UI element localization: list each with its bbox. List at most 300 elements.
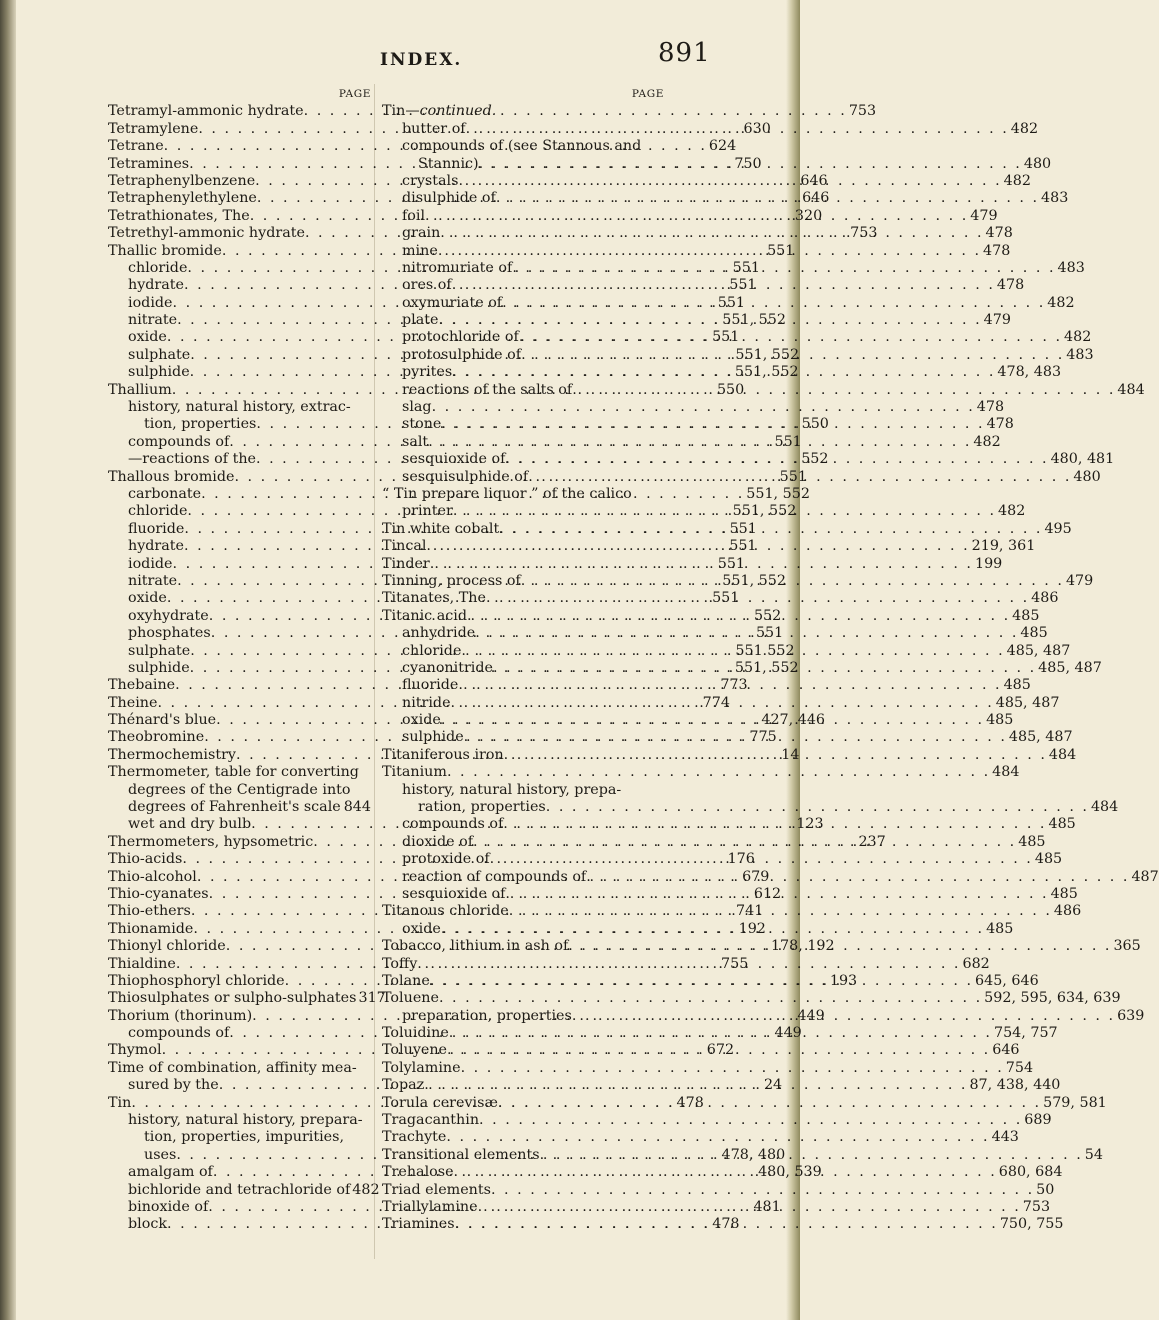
entry-term: Tetrane bbox=[108, 138, 164, 155]
entry-page-ref: 672 bbox=[706, 1042, 735, 1059]
entry-page-ref: 482 bbox=[352, 1181, 380, 1198]
entry-page-ref: 755 bbox=[721, 955, 749, 972]
entry-page-ref: 484 bbox=[1048, 746, 1077, 763]
entry-page-ref: 624 bbox=[708, 138, 737, 155]
leader-dots bbox=[441, 712, 984, 729]
index-entry bbox=[382, 1059, 1034, 1077]
entry-term: Tin bbox=[108, 1094, 132, 1111]
entry-term: degrees of the Centigrade into bbox=[128, 781, 351, 798]
entry-page-ref: 551, 552 bbox=[746, 485, 810, 502]
entry-page-ref: 551 bbox=[712, 590, 740, 607]
index-entry bbox=[108, 782, 371, 799]
entry-page-ref: 478 bbox=[986, 416, 1014, 433]
leader-dots bbox=[438, 243, 981, 260]
entry-page-ref: 193 bbox=[829, 972, 858, 989]
page-number: 891 bbox=[658, 38, 711, 68]
entry-term: Thermometer, table for converting bbox=[108, 764, 359, 781]
leader-dots bbox=[453, 503, 996, 520]
entry-term: compounds of bbox=[402, 816, 504, 833]
index-entry bbox=[382, 486, 664, 503]
entry-page-ref: 485, 487 bbox=[1006, 642, 1071, 659]
entry-term: history, natural history, extrac- bbox=[128, 399, 351, 416]
entry-page-ref: 478 bbox=[976, 399, 1005, 416]
leader-dots bbox=[540, 1147, 1083, 1164]
entry-page-ref: 176 bbox=[727, 851, 755, 868]
entry-page-ref: 443 bbox=[991, 1129, 1019, 1146]
leader-dots bbox=[503, 816, 1046, 833]
entry-term: history, natural history, prepa- bbox=[402, 781, 622, 798]
entry-page-ref: 317 bbox=[358, 990, 386, 1007]
entry-term: Tinder bbox=[382, 555, 430, 572]
entry-page-ref: 551, 552 bbox=[722, 572, 786, 589]
index-entry bbox=[108, 1129, 371, 1146]
entry-page-ref: 552 bbox=[753, 607, 782, 624]
entry-page-ref: 199 bbox=[974, 555, 1003, 572]
entry-page-ref: 592, 595, 634, 639 bbox=[984, 990, 1121, 1007]
leader-dots bbox=[479, 156, 1022, 173]
entry-term: slag bbox=[402, 399, 432, 416]
entry-term: Thymol bbox=[108, 1042, 162, 1059]
entry-term: Tolane bbox=[382, 972, 430, 989]
leader-dots bbox=[493, 660, 1036, 677]
entry-term: Thionamide bbox=[108, 920, 194, 937]
running-head bbox=[0, 38, 800, 68]
leader-dots bbox=[505, 886, 1048, 903]
index-entry bbox=[108, 990, 386, 1007]
leader-dots bbox=[455, 1216, 998, 1233]
entry-page-ref: 483 bbox=[1066, 346, 1094, 363]
leader-dots bbox=[452, 364, 995, 381]
entry-term: chloride bbox=[128, 259, 188, 276]
entry-term: sulphide bbox=[128, 364, 190, 381]
entry-page-ref: 485 bbox=[1050, 885, 1078, 902]
entry-page-ref: 741 bbox=[736, 903, 764, 920]
leader-dots bbox=[496, 190, 1039, 207]
leader-dots bbox=[491, 1182, 1034, 1199]
leader-dots bbox=[428, 434, 971, 451]
entry-term: ration, properties bbox=[418, 799, 546, 816]
entry-term: fluoride bbox=[128, 520, 185, 537]
entry-page-ref: 479 bbox=[1065, 572, 1094, 589]
leader-dots bbox=[425, 208, 968, 225]
leader-dots bbox=[519, 329, 1062, 346]
leader-dots bbox=[439, 990, 982, 1007]
index-entry bbox=[108, 399, 371, 416]
entry-page-ref: 478, 480 bbox=[721, 1146, 786, 1163]
entry-term: Time of combination, affinity mea- bbox=[108, 1059, 357, 1076]
entry-term: phosphates bbox=[128, 625, 211, 642]
leader-dots bbox=[504, 747, 1047, 764]
entry-term: sesquioxide of bbox=[402, 451, 506, 468]
entry-term: compounds of (see Stannous and bbox=[402, 138, 642, 155]
entry-page-ref: 646 bbox=[992, 1042, 1020, 1059]
leader-dots bbox=[452, 277, 995, 294]
entry-term: uses bbox=[144, 1146, 177, 1163]
entry-page-ref: 50 bbox=[1036, 1181, 1055, 1198]
entry-page-ref: 682 bbox=[962, 955, 990, 972]
entry-term: Tetramylene bbox=[108, 120, 199, 137]
leader-dots bbox=[432, 399, 975, 416]
entry-term: Transitional elements bbox=[382, 1146, 540, 1163]
entry-term: Titanous chloride bbox=[382, 903, 509, 920]
entry-term: Thiophosphoryl chloride bbox=[108, 972, 285, 989]
entry-term: Tetraphenylethylene bbox=[108, 190, 257, 207]
entry-page-ref: 365 bbox=[1113, 938, 1141, 955]
leader-dots bbox=[464, 729, 1007, 746]
entry-page-ref: 754 bbox=[1005, 1059, 1034, 1076]
entry-term: carbonate bbox=[128, 485, 202, 502]
entry-term: Theobromine bbox=[108, 729, 205, 746]
entry-term: preparation, properties bbox=[402, 1007, 572, 1024]
entry-term: oxide bbox=[128, 329, 167, 346]
entry-page-ref: 551 bbox=[717, 294, 746, 311]
entry-page-ref: 481 bbox=[753, 1199, 781, 1215]
entry-page-ref: 483 bbox=[1041, 190, 1069, 207]
entry-page-ref: 753 bbox=[848, 103, 877, 120]
leader-dots bbox=[586, 869, 1129, 886]
index-entry bbox=[108, 1060, 371, 1077]
entry-term: fluoride bbox=[402, 677, 459, 694]
entry-term: chloride bbox=[128, 503, 188, 520]
entry-page-ref: 480, 539 bbox=[758, 1164, 822, 1181]
entry-term: crystals bbox=[402, 172, 459, 189]
entry-page-ref: 551, 552 bbox=[734, 659, 799, 676]
leader-dots bbox=[521, 573, 1064, 590]
entry-term: Titanium bbox=[382, 764, 447, 781]
leader-dots bbox=[505, 451, 1048, 468]
leader-dots bbox=[451, 695, 994, 712]
entry-page-ref: 219, 361 bbox=[971, 538, 1036, 555]
entry-page-ref: 551 bbox=[732, 259, 760, 276]
entry-term: Triad elements bbox=[382, 1181, 491, 1198]
entry-term: Tetrathionates, The bbox=[108, 207, 250, 224]
entry-term: Tincal bbox=[382, 538, 427, 555]
entry-page-ref: 478, 483 bbox=[997, 364, 1062, 381]
entry-term: mine bbox=[402, 242, 438, 259]
entry-term: Trachyte bbox=[382, 1129, 447, 1146]
index-entry bbox=[108, 1112, 371, 1129]
index-entry bbox=[382, 103, 664, 120]
leader-dots bbox=[461, 643, 1004, 660]
entry-term: Thallous bromide bbox=[108, 468, 235, 485]
entry-page-ref: 24 bbox=[763, 1077, 783, 1094]
entry-page-ref: 551, 552 bbox=[735, 346, 800, 363]
entry-page-ref: 485 bbox=[1048, 816, 1076, 833]
entry-term: nitromuriate of bbox=[402, 259, 513, 276]
entry-term: protoxide of bbox=[402, 851, 490, 868]
entry-page-ref: 552 bbox=[801, 451, 829, 468]
entry-page-ref: 484 bbox=[1117, 381, 1145, 398]
leader-dots bbox=[521, 347, 1064, 364]
entry-term: amalgam of bbox=[128, 1164, 213, 1181]
page-column-heading: PAGE bbox=[631, 88, 664, 100]
entry-term: Triallylamine bbox=[382, 1199, 478, 1215]
index-entry bbox=[108, 1181, 380, 1199]
leader-dots bbox=[479, 1112, 1022, 1129]
leader-dots bbox=[461, 1060, 1004, 1077]
entry-term: pyrites bbox=[402, 364, 453, 381]
entry-term: oxymuriate of bbox=[402, 294, 503, 311]
leader-dots bbox=[449, 1025, 992, 1042]
entry-page-ref: 612 bbox=[753, 885, 782, 902]
entry-page-ref: 485 bbox=[1020, 625, 1048, 642]
entry-term: Titanates, The bbox=[382, 590, 486, 607]
index-entry bbox=[382, 799, 1119, 816]
entry-term: Titanic acid bbox=[382, 607, 467, 624]
page-edge-left bbox=[0, 0, 16, 1320]
entry-term: tion, properties bbox=[144, 416, 257, 433]
index-entry bbox=[382, 1112, 1052, 1129]
entry-term: degrees of Fahrenheit's scale bbox=[128, 799, 341, 816]
entry-term: Titaniferous iron bbox=[382, 746, 504, 763]
index-entry bbox=[382, 1181, 1055, 1199]
entry-term: Thénard's blue bbox=[108, 712, 217, 729]
leader-dots bbox=[441, 921, 984, 938]
entry-term: history, natural history, prepara- bbox=[128, 1112, 363, 1129]
leader-dots bbox=[446, 1129, 989, 1146]
leader-dots bbox=[458, 173, 1001, 190]
entry-page-ref: 480 bbox=[1023, 155, 1052, 172]
entry-page-ref: 54 bbox=[1084, 1146, 1103, 1163]
entry-term: disulphide of bbox=[402, 190, 496, 207]
entry-page-ref: 479 bbox=[983, 312, 1011, 329]
entry-page-ref: 753 bbox=[850, 225, 878, 242]
leader-dots bbox=[475, 625, 1018, 642]
entry-page-ref: 579, 581 bbox=[1043, 1094, 1107, 1111]
entry-term: printer bbox=[402, 503, 453, 520]
entry-page-ref: 550 bbox=[801, 416, 829, 433]
entry-term: grain bbox=[402, 225, 441, 242]
entry-page-ref: 551 bbox=[729, 277, 757, 294]
entry-term: butter of bbox=[402, 120, 466, 137]
entry-page-ref: 487 bbox=[1131, 868, 1159, 885]
entry-page-ref: 551 bbox=[712, 329, 740, 346]
entry-term: Thiosulphates or sulpho-sulphates bbox=[108, 990, 357, 1007]
entry-page-ref: 485 bbox=[986, 712, 1014, 729]
index-entry bbox=[382, 782, 664, 799]
entry-page-ref: 478 bbox=[712, 1216, 740, 1233]
entry-page-ref: 123 bbox=[796, 816, 824, 833]
entry-page-ref: 630 bbox=[743, 120, 771, 137]
entry-page-ref: 750, 755 bbox=[999, 1216, 1064, 1233]
entry-page-ref: 646 bbox=[800, 172, 828, 189]
entry-term: sesquioxide of bbox=[402, 885, 506, 902]
entry-page-ref: 485 bbox=[1034, 851, 1063, 868]
entry-page-ref: 485, 487 bbox=[995, 694, 1060, 711]
entry-page-ref: 551, 552 bbox=[732, 503, 797, 520]
entry-page-ref: 775 bbox=[749, 729, 777, 746]
entry-page-ref: 484 bbox=[1090, 799, 1119, 816]
entry-term: sulphide bbox=[402, 729, 464, 746]
leader-dots bbox=[490, 851, 1033, 868]
entry-page-ref: 237 bbox=[858, 833, 886, 850]
entry-term: Tetraphenylbenzene bbox=[108, 172, 256, 189]
entry-term: Tin—continued. bbox=[382, 103, 497, 120]
index-entry bbox=[382, 399, 1005, 416]
entry-page-ref: 551 bbox=[717, 555, 746, 572]
entry-term: oxide bbox=[402, 712, 441, 729]
entry-page-ref: 178, 192 bbox=[770, 938, 835, 955]
entry-page-ref: 551 552 bbox=[735, 642, 795, 659]
entry-term: Trehalose bbox=[382, 1164, 454, 1181]
entry-term: binoxide of bbox=[128, 1199, 209, 1215]
entry-page-ref: 645, 646 bbox=[975, 972, 1039, 989]
entry-page-ref: 449 bbox=[797, 1007, 825, 1024]
leader-dots bbox=[502, 295, 1045, 312]
entry-term: chloride bbox=[402, 642, 462, 659]
entry-page-ref: 485, 487 bbox=[1008, 729, 1073, 746]
entry-term: Thio-alcohol bbox=[108, 868, 197, 885]
entry-term: Tetramines bbox=[108, 155, 190, 172]
leader-dots bbox=[467, 608, 1010, 625]
entry-term: Tinning, process of bbox=[382, 572, 521, 589]
entry-term: Thallic bromide bbox=[108, 242, 222, 259]
entry-term: nitrate bbox=[128, 572, 178, 589]
entry-page-ref: 478 bbox=[676, 1094, 704, 1111]
index-entry bbox=[382, 138, 664, 155]
entry-term: bichloride and tetrachloride of bbox=[128, 1181, 351, 1198]
entry-page-ref: 551 bbox=[774, 433, 802, 450]
entry-term: Thermometers, hypsometric bbox=[108, 833, 314, 850]
leader-dots bbox=[509, 903, 1052, 920]
entry-term: cyanonitride bbox=[402, 659, 493, 676]
entry-page-ref: 482 bbox=[1064, 329, 1092, 346]
leader-dots bbox=[424, 1077, 967, 1094]
leader-dots bbox=[528, 469, 1071, 486]
leader-dots bbox=[512, 260, 1055, 277]
entry-term: Toluidine bbox=[382, 1025, 449, 1042]
leader-dots bbox=[417, 956, 960, 973]
entry-term: anhydride bbox=[402, 625, 476, 642]
entry-term: iodide bbox=[128, 294, 173, 311]
index-entry bbox=[382, 990, 1121, 1007]
leader-dots bbox=[486, 590, 1029, 607]
entry-term: sulphide bbox=[128, 659, 190, 676]
entry-term: iodide bbox=[128, 555, 173, 572]
entry-term: “ Tin prepare liquor ” of the calico bbox=[382, 485, 632, 502]
entry-page-ref: 484 bbox=[992, 764, 1020, 781]
entry-term: Thio-ethers bbox=[108, 903, 191, 920]
entry-term: oxide bbox=[402, 920, 441, 937]
leader-dots bbox=[478, 1199, 1021, 1216]
entry-page-ref: 483 bbox=[1057, 259, 1085, 276]
entry-page-ref: 551 bbox=[729, 538, 757, 555]
entry-term: hydrate bbox=[128, 538, 185, 555]
entry-page-ref: 87, 438, 440 bbox=[969, 1077, 1061, 1094]
entry-term: tion, properties, impurities, bbox=[144, 1129, 345, 1146]
entry-term: Thio-cyanates bbox=[108, 885, 209, 902]
entry-term: Thermochemistry bbox=[108, 746, 237, 763]
leader-dots bbox=[572, 1008, 1115, 1025]
entry-page-ref: 485, 487 bbox=[1038, 659, 1102, 676]
leader-dots bbox=[568, 938, 1111, 955]
entry-page-ref: 551 bbox=[755, 625, 784, 642]
entry-term: Torula cerevisæ bbox=[382, 1094, 498, 1111]
entry-page-ref: 192 bbox=[738, 920, 766, 937]
leader-dots bbox=[454, 1164, 997, 1181]
page-column-heading: PAGE bbox=[338, 88, 371, 100]
index-entry bbox=[108, 799, 371, 816]
entry-page-ref: 495 bbox=[1044, 520, 1072, 537]
entry-term: Toffy bbox=[382, 955, 418, 972]
index-entry bbox=[382, 1129, 1019, 1146]
entry-term: Stannic) bbox=[418, 155, 479, 172]
entry-term: dioxide of bbox=[402, 833, 474, 850]
entry-page-ref: 844 bbox=[343, 799, 371, 816]
entry-page-ref: 753 bbox=[1022, 1199, 1051, 1215]
entry-page-ref: 478 bbox=[996, 277, 1025, 294]
entry-page-ref: 680, 684 bbox=[998, 1164, 1063, 1181]
entry-term: foil bbox=[402, 207, 426, 224]
index-title: INDEX. bbox=[380, 50, 463, 70]
entry-page-ref: 774 bbox=[702, 694, 730, 711]
entry-page-ref: 486 bbox=[1053, 903, 1082, 920]
entry-term: Thio-acids bbox=[108, 851, 183, 868]
leader-dots bbox=[430, 973, 973, 990]
entry-term: oxide bbox=[128, 590, 167, 607]
entry-term: reactions of the salts of bbox=[402, 381, 573, 398]
entry-term: Theine bbox=[108, 694, 158, 711]
entry-term: Thorium (thorinum) bbox=[108, 1007, 253, 1024]
entry-page-ref: 679 bbox=[742, 868, 770, 885]
entry-term: stone bbox=[402, 416, 442, 433]
entry-term: Thialdine bbox=[108, 955, 176, 972]
leader-dots bbox=[466, 121, 1009, 138]
entry-term: sulphate bbox=[128, 642, 191, 659]
entry-page-ref: 689 bbox=[1024, 1112, 1052, 1129]
leader-dots bbox=[546, 799, 1089, 816]
entry-term: nitrate bbox=[128, 312, 178, 329]
entry-page-ref: 646 bbox=[802, 190, 830, 207]
entry-page-ref: 773 bbox=[720, 677, 748, 694]
entry-page-ref: 485 bbox=[1018, 833, 1046, 850]
index-entry bbox=[382, 764, 1020, 781]
entry-page-ref: 551, 552 bbox=[722, 312, 786, 329]
entry-page-ref: 551 bbox=[779, 468, 807, 485]
entry-page-ref: 427, 446 bbox=[761, 712, 826, 729]
leader-dots bbox=[438, 312, 981, 329]
entry-page-ref: 482 bbox=[1003, 172, 1031, 189]
entry-page-ref: 320 bbox=[794, 207, 823, 224]
index-entry bbox=[108, 764, 371, 781]
entry-term: Thebaine bbox=[108, 677, 176, 694]
leader-dots bbox=[430, 556, 973, 573]
entry-page-ref: 639 bbox=[1117, 1007, 1145, 1024]
entry-term: —reactions of the bbox=[128, 451, 256, 468]
entry-term: Toluene bbox=[382, 990, 439, 1007]
entry-term: Tetrethyl-ammonic hydrate bbox=[108, 225, 305, 242]
entry-term: protosulphide of bbox=[402, 346, 522, 363]
entry-term: hydrate bbox=[128, 277, 185, 294]
entry-term: protochloride of bbox=[402, 329, 519, 346]
entry-term: Triamines bbox=[382, 1216, 455, 1233]
entry-term: plate bbox=[402, 312, 439, 329]
entry-page-ref: 480, 481 bbox=[1050, 451, 1115, 468]
entry-page-ref: 550 bbox=[716, 381, 745, 398]
entry-page-ref: 482 bbox=[1010, 120, 1039, 137]
entry-page-ref: 486 bbox=[1031, 590, 1059, 607]
leader-dots bbox=[572, 382, 1115, 399]
entry-term: block bbox=[128, 1216, 168, 1233]
entry-term: sured by the bbox=[128, 1077, 219, 1094]
leader-dots bbox=[426, 538, 969, 555]
entry-term: Topaz bbox=[382, 1077, 425, 1094]
entry-page-ref: 478 bbox=[985, 225, 1013, 242]
entry-page-ref: 478 bbox=[983, 242, 1011, 259]
entry-page-ref: 479 bbox=[970, 207, 998, 224]
entry-page-ref: 14 bbox=[781, 746, 800, 763]
entry-term: compounds of bbox=[128, 433, 230, 450]
